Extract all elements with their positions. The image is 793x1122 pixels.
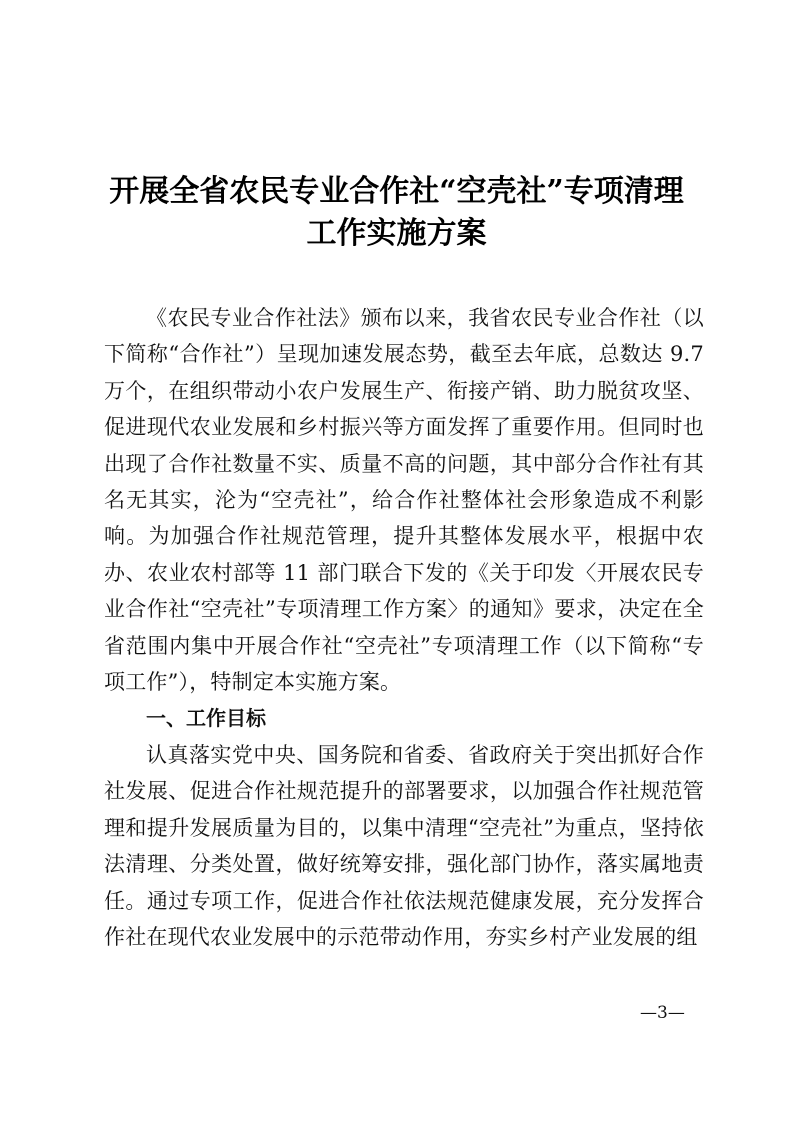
work-goals-paragraph: 认真落实党中央、国务院和省委、省政府关于突出抓好合作社发展、促进合作社规范提升的部署要求，以加强合作社规范管理和提升发展质量为目的，以集中清理“空壳社”为重点，坚持依法清理、分类处置，做好统筹安排，强化部门协作，落实属地责任。通过专项工作，促进合作社依法规范健康发展，充分发挥合作社在现代农业发展中的示范带动作用，夯实乡村产业发展的组 [104,742,704,949]
page-number: —3— [640,1003,685,1023]
intro-paragraph: 《农民专业合作社法》颁布以来，我省农民专业合作社（以下简称“合作社”）呈现加速发展态势，截至去年底，总数达 9.7万个，在组织带动小农户发展生产、衔接产销、助力脱贫攻坚、促进现代农业发展和乡村振兴等方面发挥了重要作用。但同时也出现了合作社数量不实、质量不高的问题，其中部分合作社有其名无其实，沦为“空壳社”，给合作社整体社会形象造成不利影响。为加强合作社规范管理，提升其整体发展水平，根据中农办、农业农村部等 11 部门联合下发的《关于印发〈开展农民专业合作社“空壳社”专项清理工作方案〉的通知》要求，决定在全省范围内集中开展合作社“空壳社”专项清理工作（以下简称“专项工作”），特制定本实施方案。 [104,306,704,695]
document-body [104,300,704,955]
document-title-line-2: 工作实施方案 [306,216,487,251]
section-heading-work-goals: 一、工作目标 [146,706,266,731]
document-title-line-1: 开展全省农民专业合作社“空壳社”专项清理 [109,174,684,209]
